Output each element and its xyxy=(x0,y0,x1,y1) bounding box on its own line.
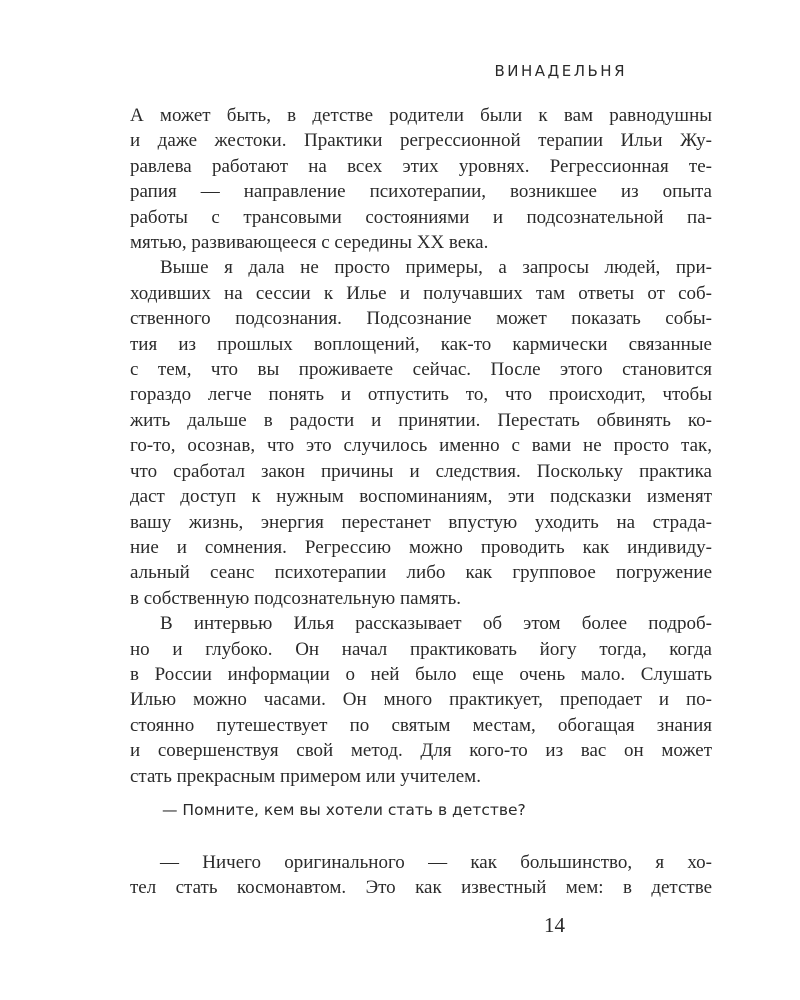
text-line: А может быть, в детстве родители были к вам равнодушны xyxy=(130,105,712,126)
text-line: но и глубоко. Он начал практиковать йогу тогда, когда xyxy=(130,638,712,660)
text-line: тия из прошлых воплощений, как-то кармически связанные xyxy=(130,333,712,355)
text-line: альный сеанс психотерапии либо как групповое погружение xyxy=(130,562,712,584)
text-line: В интервью Илья рассказывает об этом более подроб- xyxy=(160,613,712,635)
text-line: стать прекрасным примером или учителем. xyxy=(130,765,481,787)
text-line: ственного подсознания. Подсознание может показать собы- xyxy=(130,308,712,330)
text-line: ходивших на сессии к Илье и получавших там ответы от соб- xyxy=(130,282,712,304)
text-line: стоянно путешествует по святым местам, обогащая знания xyxy=(130,714,712,736)
text-line: Выше я дала не просто примеры, а запросы людей, при- xyxy=(160,257,712,279)
interview-question: — Помните, кем вы хотели стать в детстве? xyxy=(162,801,526,819)
text-line: и совершенствуя свой метод. Для кого-то из вас он может xyxy=(130,740,712,762)
text-line: что сработал закон причины и следствия. Поскольку практика xyxy=(130,460,712,482)
paragraph xyxy=(130,611,712,789)
text-line: тел стать космонавтом. Это как известный мем: в детстве xyxy=(130,877,712,899)
text-line: работы с трансовыми состояниями и подсознательной па- xyxy=(130,206,712,228)
text-line: — Ничего оригинального — как большинство, я хо- xyxy=(160,852,712,873)
text-line: го-то, осознав, что это случилось именно с вами не просто так, xyxy=(130,435,712,457)
text-line: жить дальше в радости и принятии. Перестать обвинять ко- xyxy=(130,409,712,431)
text-line: и даже жестоки. Практики регрессионной терапии Ильи Жу- xyxy=(130,130,712,152)
paragraph xyxy=(130,103,712,255)
text-line: гораздо легче понять и отпустить то, что происходит, чтобы xyxy=(130,384,712,406)
text-line: ние и сомнения. Регрессию можно проводить как индивиду- xyxy=(130,536,712,558)
text-line: рапия — направление психотерапии, возникшее из опыта xyxy=(130,181,712,203)
text-line: даст доступ к нужным воспоминаниям, эти подсказки изменят xyxy=(130,486,712,508)
text-line: в собственную подсознательную память. xyxy=(130,587,462,609)
text-line: вашу жизнь, энергия перестанет впустую уходить на страда- xyxy=(130,511,712,533)
text-line: Илью можно часами. Он много практикует, преподает и по- xyxy=(130,689,712,711)
text-line: мятью, развивающееся с середины XX века. xyxy=(130,232,489,254)
interview-answer xyxy=(130,850,712,901)
text-line: в России информации о ней было еще очень мало. Слушать xyxy=(130,663,712,685)
page-number: 14 xyxy=(544,913,565,937)
running-header: ВИНАДЕЛЬНЯ xyxy=(494,62,627,80)
text-line: равлева работают на всех этих уровнях. Регрессионная те- xyxy=(130,155,712,177)
text-line: с тем, что вы проживаете сейчас. После этого становится xyxy=(130,359,712,381)
paragraph xyxy=(130,255,712,611)
main-text xyxy=(130,103,712,789)
